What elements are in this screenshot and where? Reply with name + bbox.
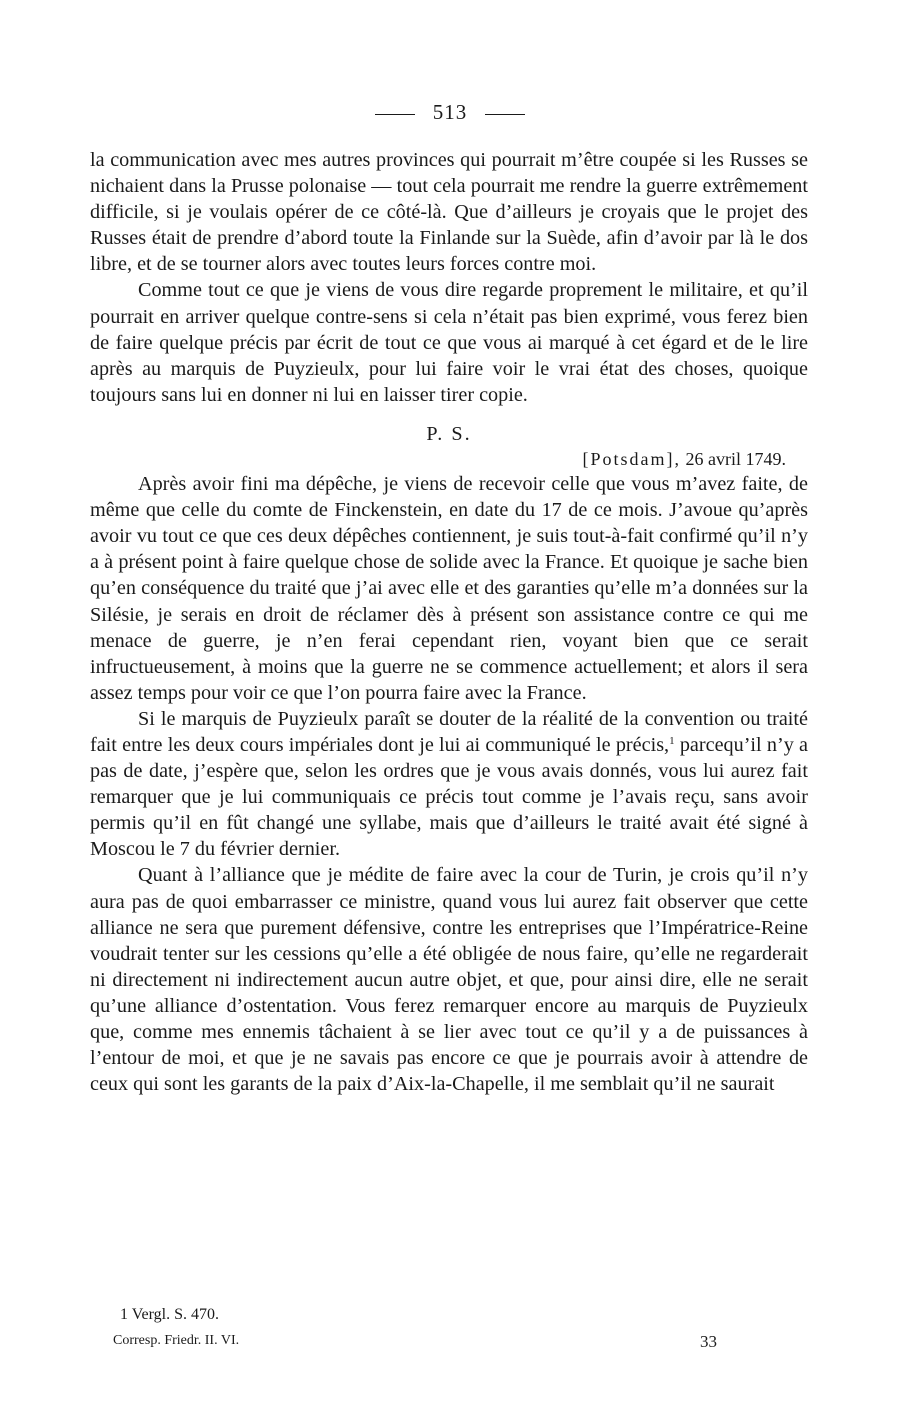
header-dash-right	[485, 114, 525, 115]
ps-heading: P. S.	[426, 422, 472, 445]
footer-signature: 33	[700, 1332, 717, 1351]
paragraph-4	[90, 706, 808, 863]
paragraph-3: Après avoir fini ma dépêche, je viens de recevoir celle que vous m’avez faite, de même que celle du comte de Finckenstein, en date du 17 de ce mois. J’avoue qu’après avoir vu tout ce que ces deux dépêches contiennent, je suis tout-à-fait confirmé qu’il n’y a à présent point à faire quelque chose de solide avec la France. Et quoique je sache bien qu’en conséquence du traité que j’ai avec elle et des garanties qu’elle m’a données sur la Silésie, je serais en droit de réclamer dès à présent son assistance contre ce qui me menace de guerre, je n’en ferai cependant rien, voyant bien que ce serait infructueusement, à moins que la guerre ne se commence actuellement; et alors il sera assez temps pour voir ce que l’on pourra faire avec la France.	[90, 473, 808, 704]
ps-dateline	[90, 447, 808, 471]
footer-source: Corresp. Friedr. II. VI.	[113, 1333, 240, 1348]
paragraph-2: Comme tout ce que je viens de vous dire regarde proprement le militaire, et qu’il pourrait en arriver quelque contre-sens si cela n’était pas bien exprimé, vous ferez bien de faire quelque précis par écrit de tout ce que vous ai marqué à cet égard et de le lire après au marquis de Puyzieulx, pour lui faire voir le vrai état des choses, quoique toujours sans lui en donner ni lui en laisser tirer copie.	[90, 279, 808, 406]
page-number: 513	[432, 100, 468, 124]
footnote-marker: 1	[669, 734, 675, 747]
footnote: 1 Vergl. S. 470.	[120, 1306, 219, 1323]
paragraph-4-part-2: parcequ’il n’y a pas de date, j’espère que, selon les ordres que je vous avais donnés, vous lui aurez fait remarquer que je lui communiquais ce précis tout comme je l’avais reçu, sans avoir permis qu’il en fût changé une syllabe, mais que d’ailleurs le traité avait été signé à Moscou le 7 du février dernier.	[90, 733, 808, 861]
paragraph-5: Quant à l’alliance que je médite de faire avec la cour de Turin, je crois qu’il n’y aura pas de quoi embarrasser ce ministre, quand vous lui aurez fait observer que cette alliance ne sera que purement défensive, contre les entreprises que l’Impératrice-Reine voudrait tenter sur les cessions qu’elle a été obligée de nous faire, qu’elle ne regarderait ni directement ni indirectement aucun autre objet, et que, pour ainsi dire, elle ne serait qu’une alliance d’ostentation. Vous ferez remarquer encore au marquis de Puyzieulx que, comme mes ennemis tâchaient à se lier avec tout ce qu’il y a de puissances à l’entour de moi, et que je ne savais pas encore ce que je pourrais avoir à attendre de ceux qui sont les garants de la paix d’Aix-la-Chapelle, il me semblait qu’il ne saurait	[90, 864, 808, 1096]
paragraph-1: la communication avec mes autres provinces qui pourrait m’être coupée si les Russes se nichaient dans la Prusse polonaise — tout cela pourrait me rendre la guerre extrêmement difficile, si je voulais opérer de ce côté-là. Que d’ailleurs je croyais que le projet des Russes était de prendre d’abord toute la Finlande sur la Suède, afin d’avoir par là le dos libre, et de se tourner alors avec toutes leurs forces contre moi.	[90, 149, 808, 276]
page-header	[0, 100, 900, 125]
ps-date: 26 avril 1749.	[685, 449, 786, 470]
ps-place: [Potsdam],	[582, 449, 681, 470]
body-text	[90, 147, 808, 1097]
paragraph-4-part-1: Si le marquis de Puyzieulx paraît se douter de la réalité de la convention ou traité fait entre les deux cours impériales dont je lui ai communiqué le précis,	[90, 707, 808, 756]
header-dash-left	[375, 114, 415, 115]
